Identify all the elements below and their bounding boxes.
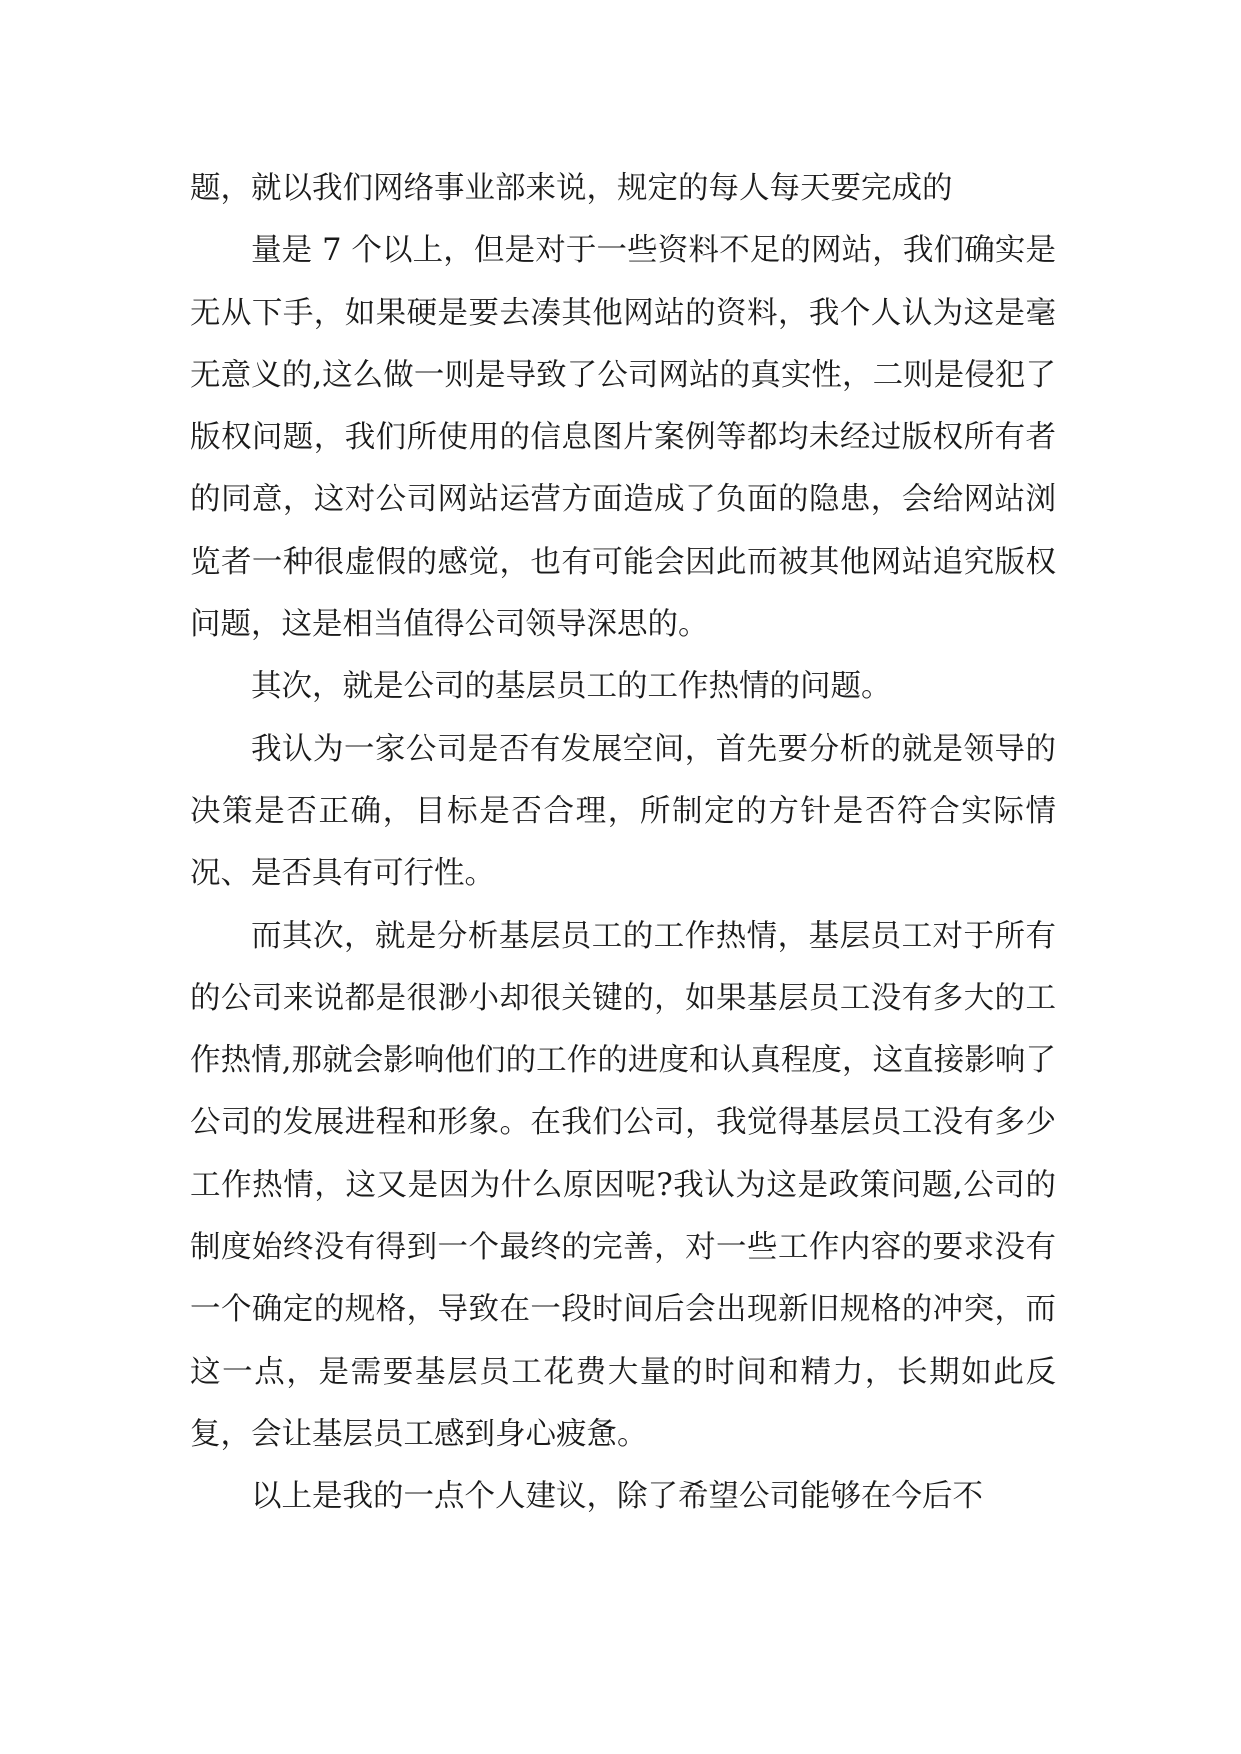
paragraph-5: 而其次，就是分析基层员工的工作热情，基层员工对于所有的公司来说都是很渺小却很关键的，如果基层员工没有多大的工作热情,那就会影响他们的工作的进度和认真程度，这直接影响了公司的发展进程和形象。在我们公司，我觉得基层员工没有多少工作热情，这又是因为什么原因呢?我认为这是政策问题,公司的制度始终没有得到一个最终的完善，对一些工作内容的要求没有一个确定的规格，导致在一段时间后会出现新旧规格的冲突，而这一点，是需要基层员工花费大量的时间和精力，长期如此反复，会让基层员工感到身心疲惫。 — [190, 918, 1056, 1452]
document-body — [190, 158, 1056, 1529]
paragraph-6: 以上是我的一点个人建议，除了希望公司能够在今后不 — [251, 1479, 983, 1515]
paragraph-3: 其次，就是公司的基层员工的工作热情的问题。 — [251, 669, 892, 705]
paragraph-1: 题，就以我们网络事业部来说，规定的每人每天要完成的 — [190, 171, 953, 206]
paragraph-4: 我认为一家公司是否有发展空间，首先要分析的就是领导的决策是否正确，目标是否合理，所制定的方针是否符合实际情况、是否具有可行性。 — [190, 731, 1056, 892]
paragraph-2: 量是 7 个以上，但是对于一些资料不足的网站，我们确实是无从下手，如果硬是要去凑其他网站的资料，我个人认为这是毫无意义的,这么做一则是导致了公司网站的真实性，二则是侵犯了版权问题，我们所使用的信息图片案例等都均未经过版权所有者的同意，这对公司网站运营方面造成了负面的隐患，会给网站浏览者一种很虚假的感觉，也有可能会因此而被其他网站追究版权问题，这是相当值得公司领导深思的。 — [190, 233, 1056, 643]
